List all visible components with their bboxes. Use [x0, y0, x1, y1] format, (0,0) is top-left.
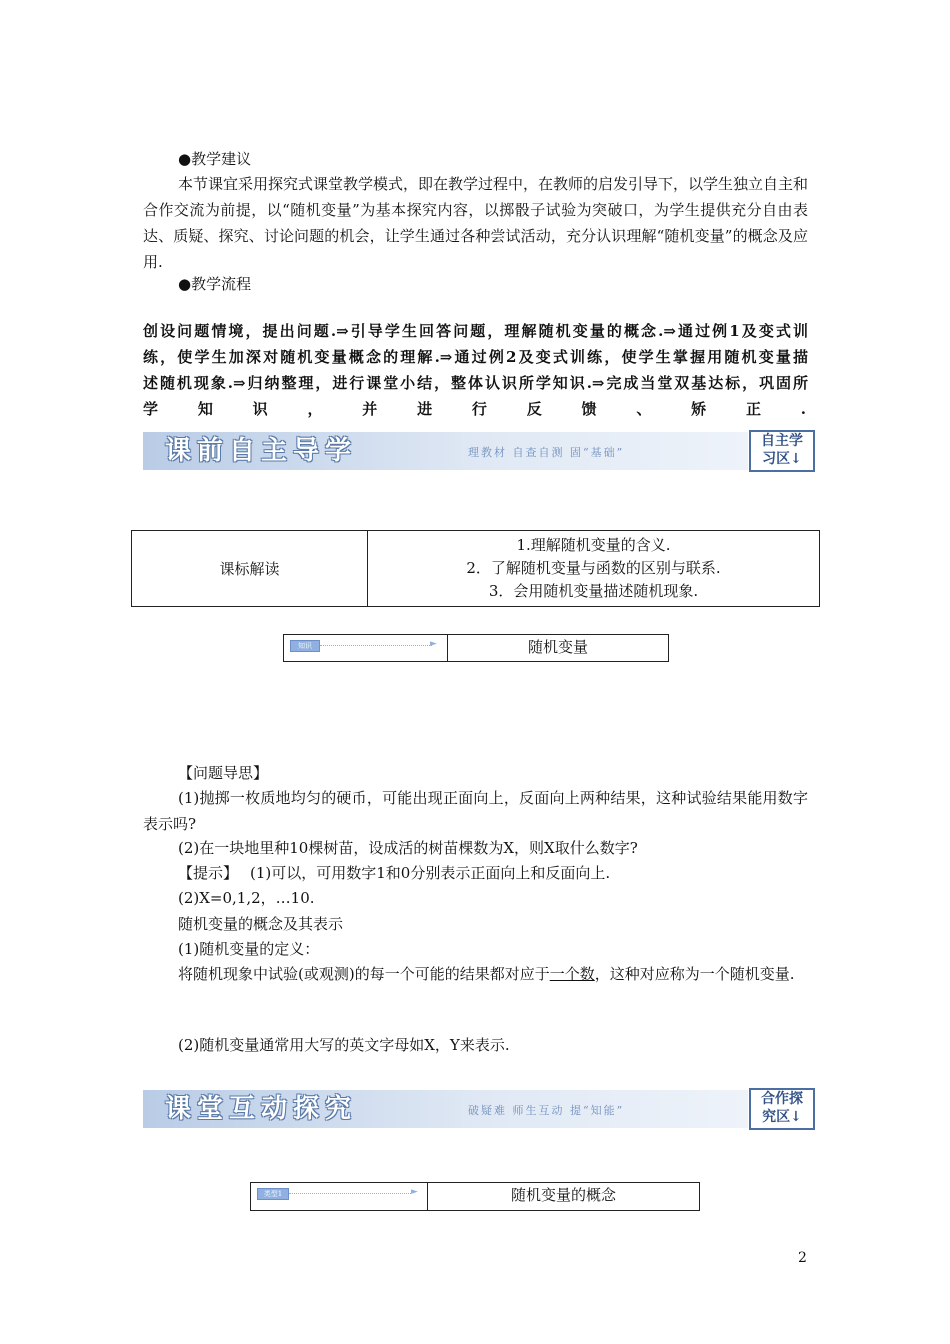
tag-label: 随机变量的概念 [510, 1186, 616, 1204]
teaching-flow-line-3: 述随机现象.⇒归纳整理，进行课堂小结，整体认识所学知识.⇒完成当堂双基达标，巩固所 [143, 374, 808, 392]
standards-label: 课标解读 [132, 531, 368, 607]
section-banner-classroom [143, 1090, 815, 1128]
badge-line-1: 自主学 [761, 433, 803, 449]
banner-subtitle: 理教材 自查自测 固“基础” [468, 446, 625, 459]
tag-chip: 知识 [290, 640, 320, 652]
tag-label: 随机变量 [527, 638, 588, 656]
notation-text: (2)随机变量通常用大写的英文字母如X，Y来表示. [178, 1036, 510, 1054]
arrow-right-icon: ► [411, 1187, 418, 1197]
banner-title: 课堂互动探究 [165, 1094, 358, 1124]
teaching-suggestion-paragraph: 本节课宜采用探究式课堂教学模式，即在教学过程中，在教师的启发引导下，以学生独立自主和合作交流为前提，以“随机变量”为基本探究内容，以掷骰子试验为突破口，为学生提供充分自由表达、质疑、探究、讨论问题的机会，让学生通过各种尝试活动，充分认识理解“随机变量”的概念及应用. [143, 175, 809, 271]
definition-text [143, 961, 808, 987]
knowledge-tag [283, 634, 669, 662]
question-1: (1)抛掷一枚质地均匀的硬币，可能出现正面向上，反面向上两种结果，这种试验结果能用数字表示吗? [143, 789, 808, 833]
tag-left [284, 635, 448, 661]
section-banner-preclass [143, 432, 815, 470]
dotted-line [289, 1193, 411, 1194]
hint-label: 【提示】 [178, 864, 239, 882]
banner-title: 课前自主导学 [165, 436, 358, 466]
teaching-suggestion-heading: ●教学建议 [178, 150, 252, 168]
arrow-right-icon: ► [430, 639, 437, 649]
tag-chip: 类型1 [257, 1188, 289, 1200]
question-2: (2)在一块地里种10棵树苗，设成活的树苗棵数为X，则X取什么数字? [178, 839, 638, 857]
hint-2: (2)X=0,1,2，…10. [178, 889, 315, 907]
badge-line-2: 习区↓ [762, 451, 802, 467]
dotted-line [320, 645, 432, 646]
type-tag [250, 1182, 700, 1211]
standards-table [131, 530, 820, 607]
badge-line-2: 究区↓ [762, 1109, 802, 1125]
concept-heading: 随机变量的概念及其表示 [178, 915, 344, 933]
teaching-flow-line-2: 练，使学生加深对随机变量概念的理解.⇒通过例2及变式训练，使学生掌握用随机变量描 [143, 348, 808, 366]
definition-underline: 一个数 [549, 965, 595, 983]
definition-after: ，这种对应称为一个随机变量. [594, 965, 795, 983]
teaching-flow-line-1: 创设问题情境，提出问题.⇒引导学生回答问题，理解随机变量的概念.⇒通过例1及变式训 [143, 322, 808, 340]
questions-heading: 【问题导思】 [178, 764, 269, 782]
definition-before: 将随机现象中试验(或观测)的每一个可能的结果都对应于 [178, 965, 550, 983]
badge-line-1: 合作探 [761, 1091, 803, 1107]
definition-heading: (1)随机变量的定义： [178, 940, 320, 958]
hint-line-1 [178, 860, 610, 886]
standards-item: 1.理解随机变量的含义. [516, 536, 671, 554]
page-number: 2 [798, 1250, 807, 1266]
banner-badge[interactable] [749, 1088, 815, 1130]
teaching-flow-heading: ●教学流程 [178, 275, 252, 293]
teaching-flow-line-4: 学知识，并进行反馈、矫正. [143, 400, 808, 418]
standards-item: 2．了解随机变量与函数的区别与联系. [466, 559, 721, 577]
standards-items [368, 531, 820, 607]
tag-left [251, 1183, 428, 1210]
standards-item: 3．会用随机变量描述随机现象. [488, 582, 699, 600]
banner-subtitle: 破疑难 师生互动 提“知能” [468, 1104, 625, 1117]
banner-badge[interactable] [749, 430, 815, 472]
hint-1: (1)可以，可用数字1和0分别表示正面向上和反面向上. [250, 864, 611, 882]
